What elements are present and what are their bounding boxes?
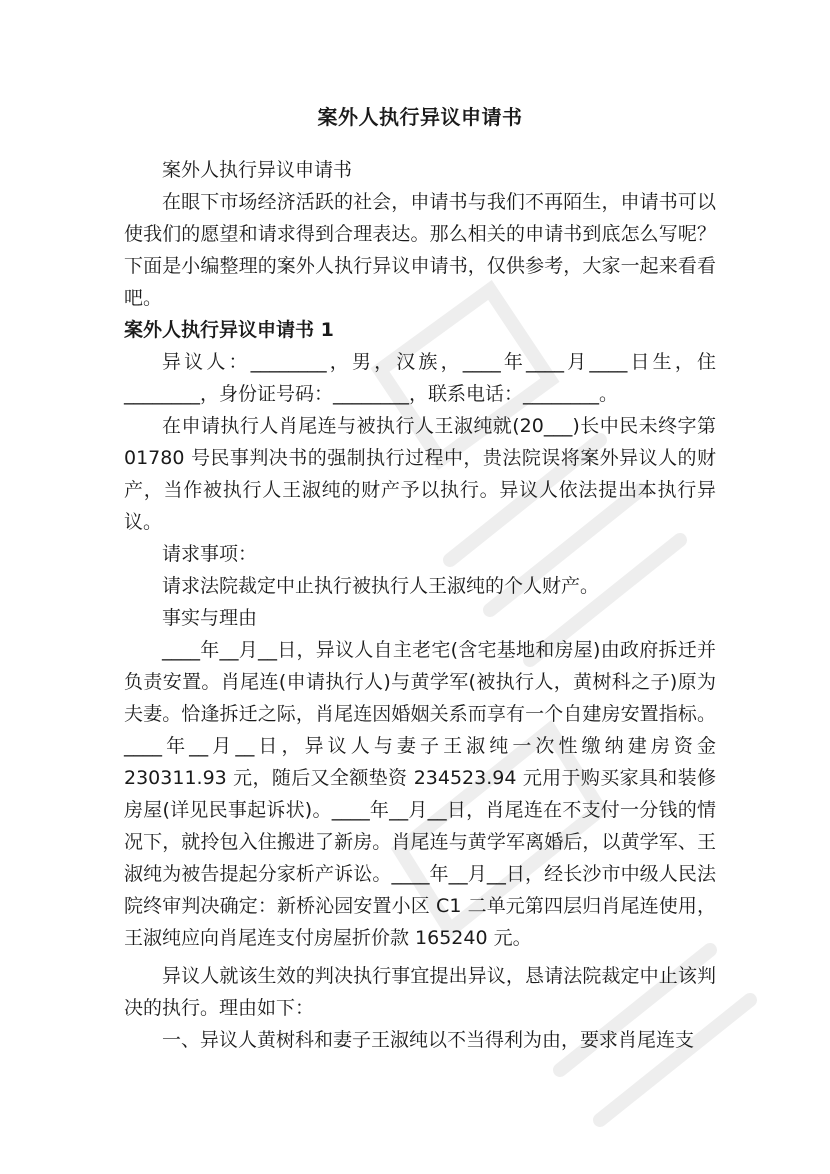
document-title: 案外人执行异议申请书 — [317, 105, 523, 129]
paragraph: 异议人就该生效的判决执行事宜提出异议，恳请法院裁定中止该判决的执行。理由如下： — [124, 965, 716, 1019]
paragraph: 事实与理由 — [162, 607, 258, 629]
paragraph: 异议人：________，男，汉族，____年____月____日生，住________，身份证号码：________，联系电话：________。 — [124, 351, 716, 405]
paragraph: 请求事项： — [162, 543, 258, 565]
paragraph: 在眼下市场经济活跃的社会，申请书与我们不再陌生，申请书可以使我们的愿望和请求得到合理表达。那么相关的申请书到底怎么写呢？下面是小编整理的案外人执行异议申请书，仅供参考，大家一起来看看吧。 — [124, 191, 716, 309]
paragraph: 一、异议人黄树科和妻子王淑纯以不当得利为由，要求肖尾连支 — [162, 1029, 695, 1051]
paragraph: ____年__月__日，异议人自主老宅(含宅基地和房屋)由政府拆迁并负责安置。肖尾连(申请执行人)与黄学军(被执行人，黄树科之子)原为夫妻。恰逢拆迁之际，肖尾连因婚姻关系而享有一个自建房安置指标。____年__月__日，异议人与妻子王淑纯一次性缴纳建房资金 230311.93 元，随后又全额垫资 234523.94 元用于购买家具和装修房屋(详见民事起诉状)。____年__月__日，肖尾连在不支付一分钱的情况下，就拎包入住搬进了新房。肖尾连与黄学军离婚后，以黄学军、王淑纯为被告提起分家析产诉讼。____年__月__日，经长沙市中级人民法院终审判决确定：新桥沁园安置小区 C1 二单元第四层归肖尾连使用，王淑纯应向肖尾连支付房屋折价款 165240 元。 — [124, 639, 716, 949]
paragraph-list — [124, 154, 716, 1056]
paragraph: 请求法院裁定中止执行被执行人王淑纯的个人财产。 — [162, 575, 600, 597]
section-heading: 案外人执行异议申请书 1 — [124, 319, 334, 341]
paragraph: 在申请执行人肖尾连与被执行人王淑纯就(20___)长中民未终字第 01780 号民事判决书的强制执行过程中，贵法院误将案外异议人的财产，当作被执行人王淑纯的财产予以执行。异议人依法提出本执行异议。 — [124, 415, 716, 533]
document-body — [124, 102, 716, 1056]
paragraph: 案外人执行异议申请书 — [162, 159, 353, 181]
